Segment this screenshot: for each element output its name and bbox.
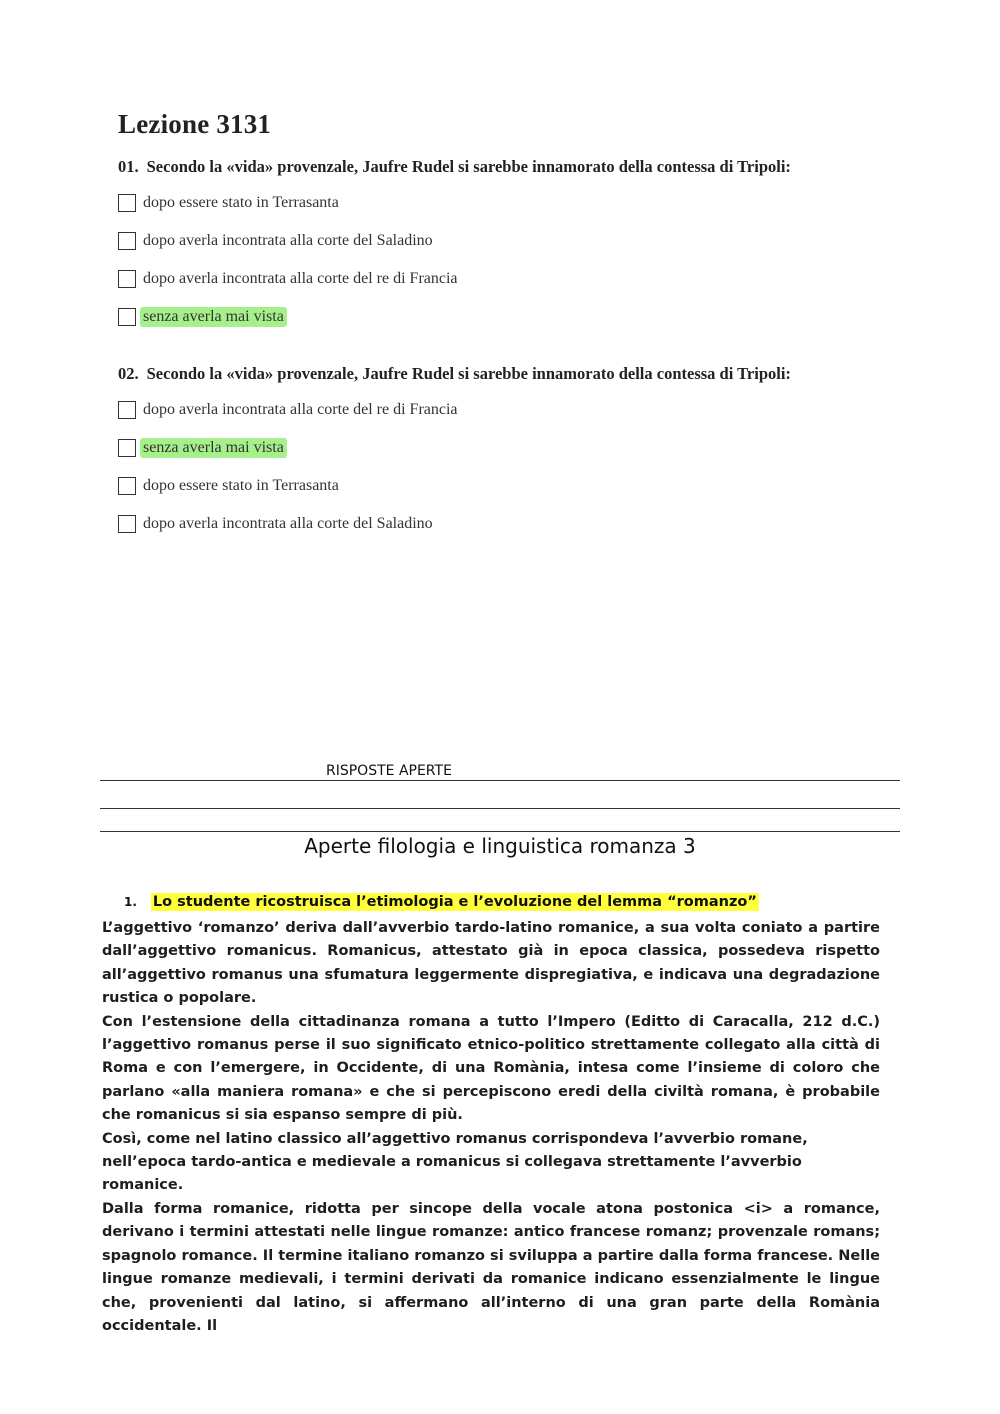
option-2-4[interactable] [118,513,436,535]
question-text: Secondo la «vida» provenzale, Jaufre Rudel si sarebbe innamorato della contessa di Tripoli: [146,157,791,176]
option-2-1[interactable] [118,399,461,421]
option-label: dopo averla incontrata alla corte del Saladino [143,515,433,532]
option-2-2[interactable] [118,437,287,459]
checkbox[interactable] [118,270,136,288]
question-1 [118,157,791,177]
question-text: Secondo la «vida» provenzale, Jaufre Rudel si sarebbe innamorato della contessa di Tripoli: [146,364,791,383]
answer-paragraph: Dalla forma romanice, ridotta per sincope della vocale atona postonica <i> a romance, derivano i termini attestati nelle lingue romanze: antico francese romanz; provenzale romans; spagnolo romance. Il termine italiano romanzo si sviluppa a partire dalla forma francese. Nelle lingue romanze medievali, i termini derivati da romanice indicano essenzialmente le lingue che, provenienti dal latino, si affermano all’interno di una gran parte della Romània occidentale. Il [102,1200,880,1334]
checkbox[interactable] [118,401,136,419]
option-label-correct: senza averla mai vista [140,438,287,458]
option-label-correct: senza averla mai vista [140,307,287,327]
divider [100,780,900,781]
answer-paragraph: Con l’estensione della cittadinanza romana a tutto l’Impero (Editto di Caracalla, 212 d.C.) l’aggettivo romanus perse il suo significato etnico-politico strettamente collegato alla città di Roma e con l’emergere, in Occidente, di una Romània, intesa come l’insieme di coloro che parlano «alla maniera romana» e che si percepiscono eredi della civiltà romana, è probabile che romanicus si sia espanso sempre di più. [102,1013,880,1124]
option-2-3[interactable] [118,475,342,497]
checkbox[interactable] [118,194,136,212]
section-title: Aperte filologia e linguistica romanza 3 [304,834,696,858]
checkbox[interactable] [118,308,136,326]
lesson-title: Lezione 3131 [118,109,272,139]
question-2 [118,364,791,384]
open-question-number: 1. [124,895,137,909]
open-answers-header: RISPOSTE APERTE [326,763,452,779]
question-number: 02. [118,364,139,383]
question-number: 01. [118,157,139,176]
option-1-1[interactable] [118,192,342,214]
answer-paragraph: L’aggettivo ‘romanzo’ deriva dall’avverbio tardo-latino romanice, a sua volta coniato a partire dall’aggettivo romanicus. Romanicus, attestato già in epoca classica, possedeva rispetto all’aggettivo romanus una sfumatura leggermente dispregiativa, e indicava una degradazione rustica o popolare. [102,920,880,1007]
option-label: dopo averla incontrata alla corte del Saladino [143,232,433,249]
checkbox[interactable] [118,232,136,250]
option-label: dopo averla incontrata alla corte del re di Francia [143,401,458,418]
answer-body [102,917,880,1338]
divider [100,808,900,809]
divider [100,831,900,832]
option-1-4[interactable] [118,306,287,328]
option-label: dopo averla incontrata alla corte del re di Francia [143,270,458,287]
checkbox[interactable] [118,515,136,533]
option-1-2[interactable] [118,230,436,252]
checkbox[interactable] [118,439,136,457]
answer-paragraph: Così, come nel latino classico all’aggettivo romanus corrispondeva l’avverbio romane, nell’epoca tardo-antica e medievale a romanicus si collegava strettamente l’avverbio romanice. [102,1130,808,1194]
option-label: dopo essere stato in Terrasanta [143,477,339,494]
option-1-3[interactable] [118,268,461,290]
open-question [124,894,759,910]
option-label: dopo essere stato in Terrasanta [143,194,339,211]
checkbox[interactable] [118,477,136,495]
open-question-text: Lo studente ricostruisca l’etimologia e l’evoluzione del lemma “romanzo” [152,894,757,910]
